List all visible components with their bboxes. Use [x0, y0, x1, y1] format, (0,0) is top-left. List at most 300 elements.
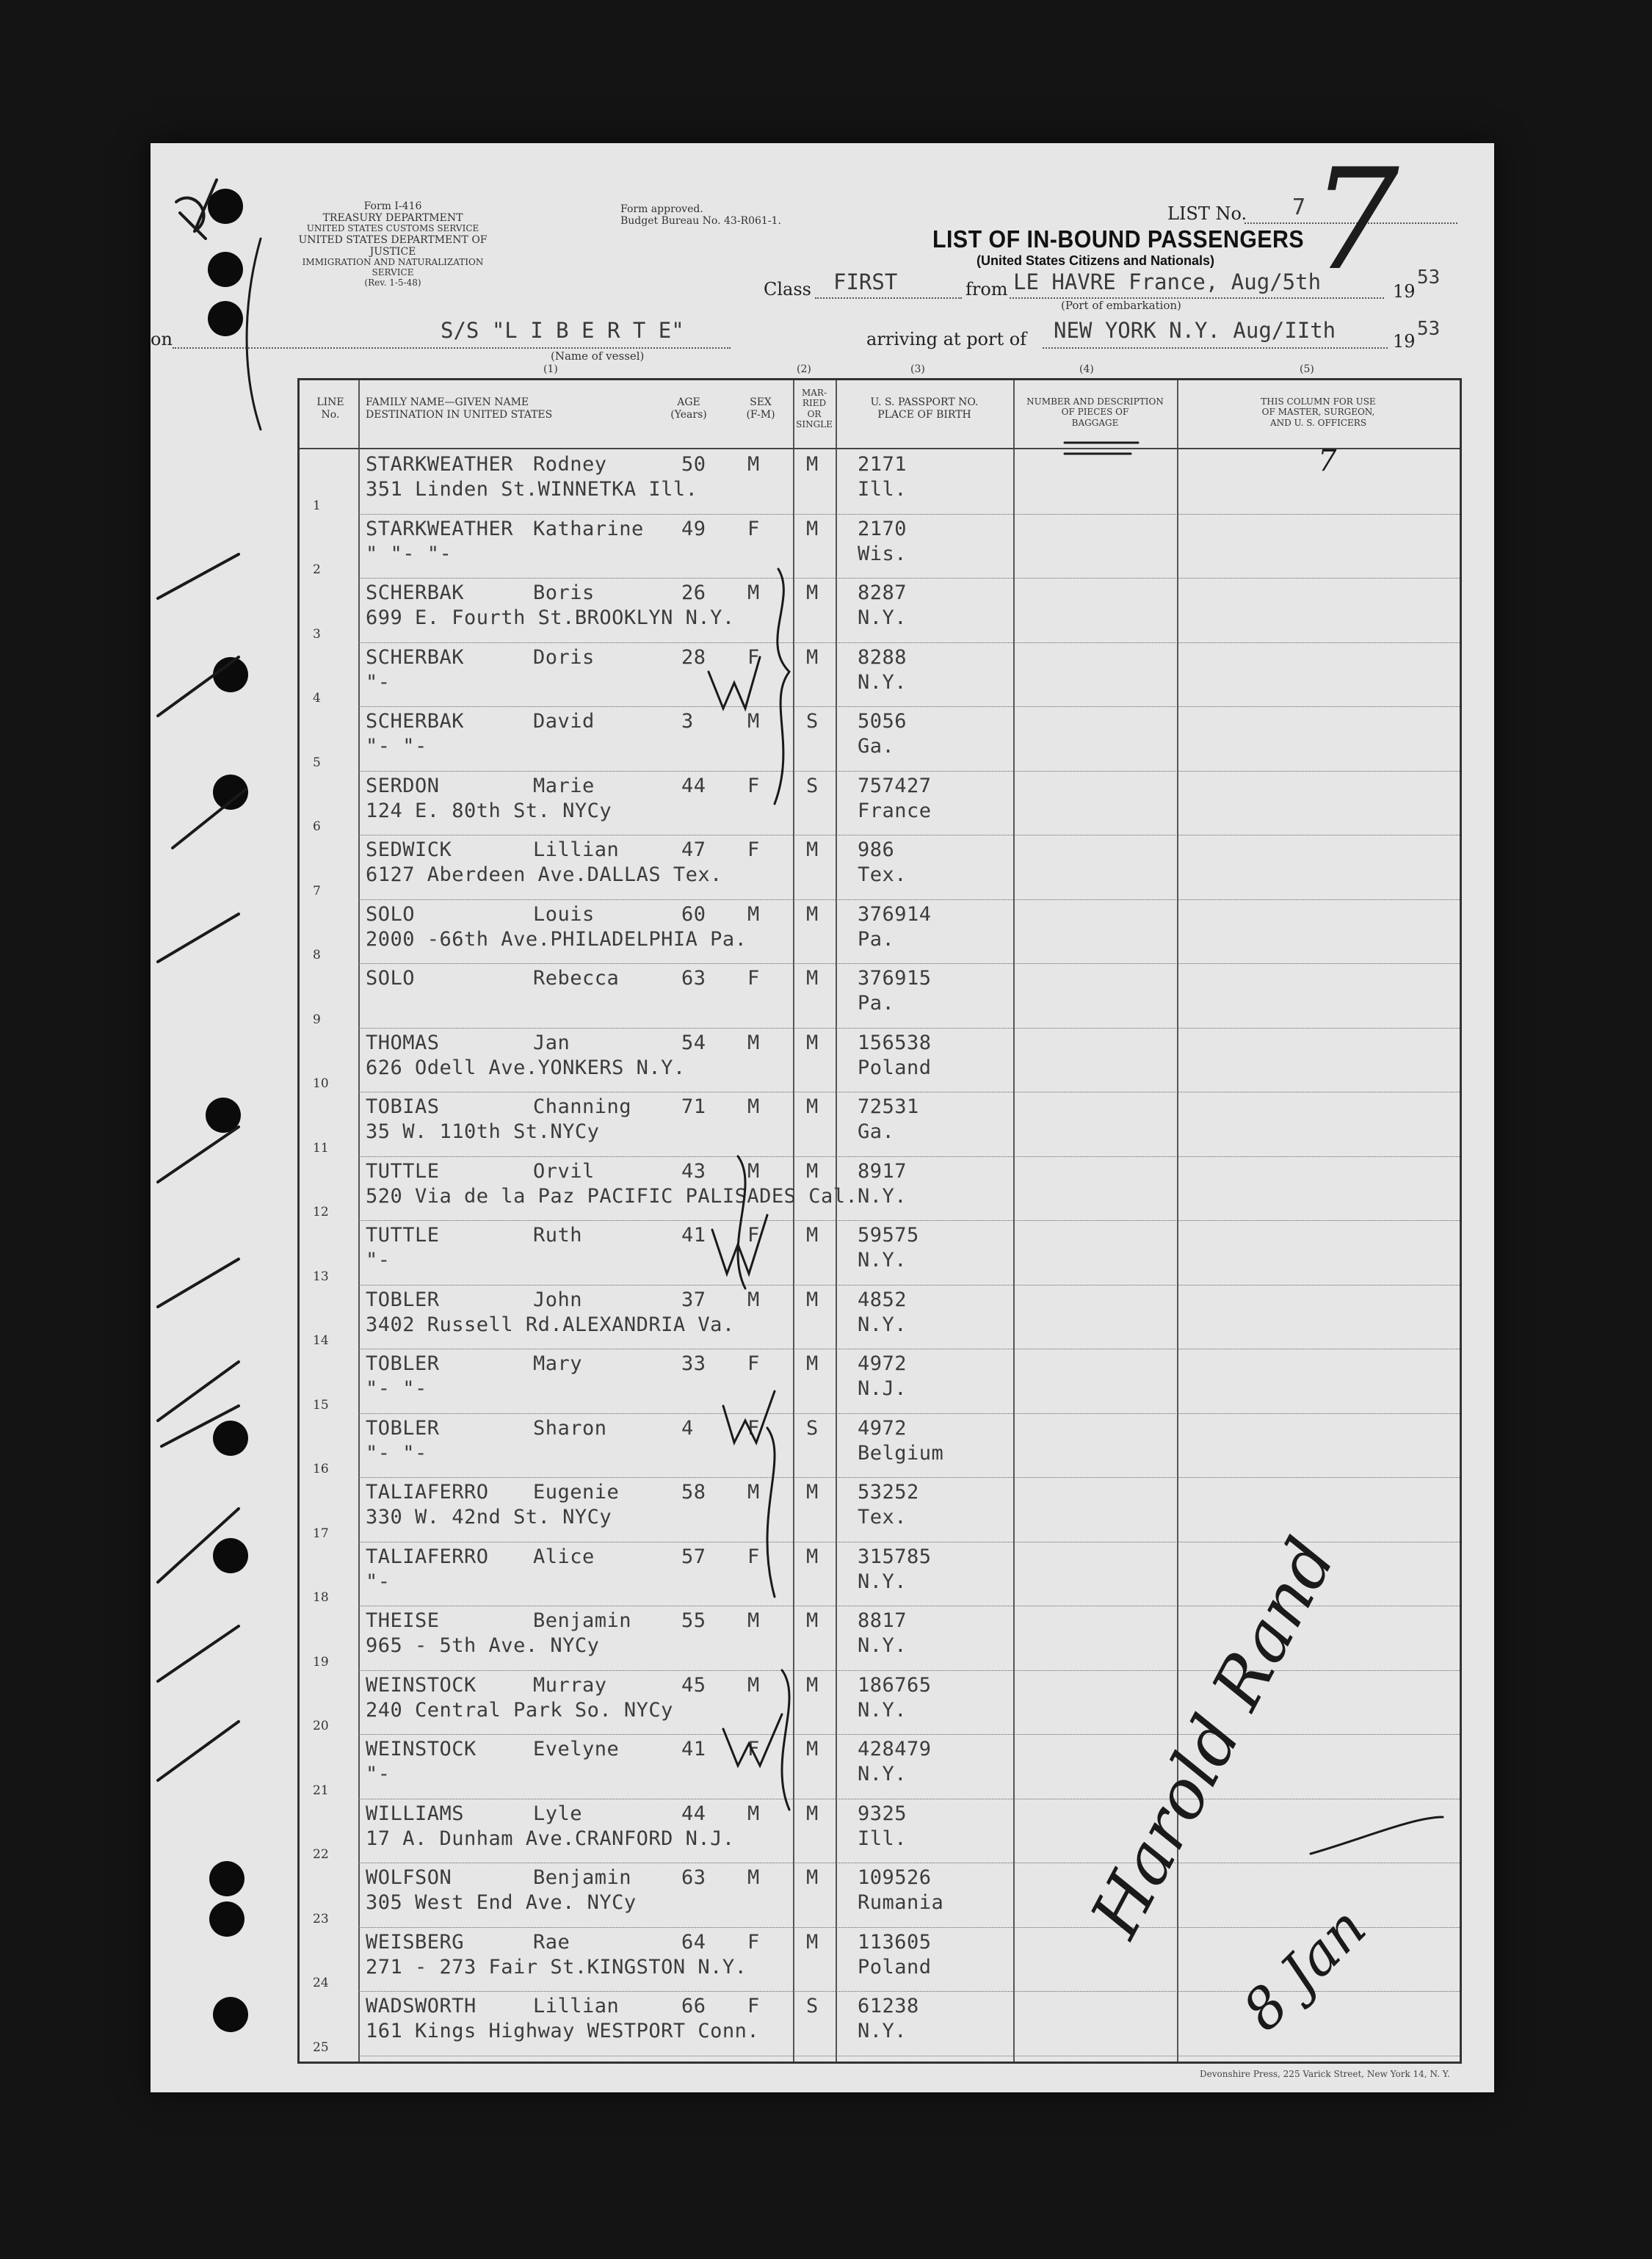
place-of-birth: N.Y. — [858, 606, 907, 629]
customs-service: UNITED STATES CUSTOMS SERVICE — [306, 223, 479, 234]
given-name: Lillian — [533, 1995, 620, 2017]
checkmark — [158, 1259, 239, 1307]
family-name: TOBLER — [366, 1416, 440, 1440]
place-of-birth: N.J. — [858, 1377, 907, 1400]
line-number: 10 — [313, 1076, 329, 1091]
list-no-typed: 7 — [1292, 195, 1306, 220]
marital-status: S — [806, 1416, 819, 1440]
age: 47 — [681, 838, 706, 861]
line-number: 11 — [313, 1140, 329, 1156]
table-row — [300, 1157, 1460, 1222]
age: 55 — [681, 1609, 706, 1632]
age: 44 — [681, 774, 706, 797]
place-of-birth: N.Y. — [858, 2020, 907, 2042]
marital-status: M — [806, 517, 819, 540]
header-separator — [300, 448, 1460, 449]
family-name: WEISBERG — [366, 1930, 465, 1954]
sex: F — [747, 1738, 760, 1761]
budget-line: Budget Bureau No. 43-R061-1. — [620, 215, 781, 228]
passport-number: 315785 — [858, 1545, 932, 1568]
punch-hole — [213, 657, 248, 692]
line-number: 17 — [313, 1526, 329, 1541]
destination: 6127 Aberdeen Ave.DALLAS Tex. — [366, 863, 722, 886]
punch-hole — [208, 189, 243, 224]
line-number: 5 — [313, 755, 321, 770]
age: 26 — [681, 581, 706, 604]
punch-hole — [208, 252, 243, 287]
from-label: from — [966, 279, 1008, 300]
sex: M — [747, 1031, 760, 1054]
age: 37 — [681, 1288, 706, 1311]
destination: 2000 -66th Ave.PHILADELPHIA Pa. — [366, 927, 747, 951]
place-of-birth: Ill. — [858, 1827, 907, 1850]
place-of-birth: Ga. — [858, 735, 895, 758]
marital-status: M — [806, 902, 819, 926]
line-number: 21 — [313, 1783, 329, 1798]
sex: M — [747, 1866, 760, 1889]
age: 49 — [681, 517, 706, 540]
table-row — [300, 1349, 1460, 1414]
header-sex: SEX (F-M) — [746, 396, 775, 421]
age: 33 — [681, 1352, 706, 1375]
given-name: John — [533, 1288, 583, 1311]
given-name: Evelyne — [533, 1738, 620, 1761]
arrival-line — [1043, 347, 1388, 349]
marital-status: M — [806, 967, 819, 990]
sex: M — [747, 710, 760, 733]
age: 57 — [681, 1545, 706, 1568]
sex: M — [747, 1802, 760, 1825]
table-row — [300, 1799, 1460, 1864]
place-of-birth: Rumania — [858, 1891, 944, 1914]
vessel-line — [173, 347, 731, 349]
marital-status: M — [806, 1673, 819, 1697]
checkmark — [158, 914, 239, 962]
marital-status: M — [806, 1288, 819, 1311]
sex: M — [747, 1159, 760, 1183]
destination: 520 Via de la Paz PACIFIC PALISADES Cal. — [366, 1184, 858, 1208]
place-of-birth: Wis. — [858, 542, 907, 565]
family-name: SEDWICK — [366, 838, 452, 861]
sex: F — [747, 838, 760, 861]
sex: F — [747, 1416, 760, 1440]
given-name: Orvil — [533, 1159, 595, 1183]
age: 58 — [681, 1481, 706, 1504]
family-name: SOLO — [366, 967, 416, 990]
place-of-birth: N.Y. — [858, 1698, 907, 1722]
sex: M — [747, 1095, 760, 1118]
passport-number: 59575 — [858, 1224, 919, 1247]
sex: M — [747, 1609, 760, 1632]
sex: F — [747, 517, 760, 540]
revision: (Rev. 1-5-48) — [364, 277, 421, 288]
header-line-no: LINE No. — [316, 396, 344, 421]
checkmark — [158, 1722, 239, 1780]
sex: F — [747, 1930, 760, 1954]
family-name: WILLIAMS — [366, 1802, 465, 1825]
marital-status: M — [806, 1224, 819, 1247]
place-of-birth: N.Y. — [858, 1763, 907, 1785]
age: 3 — [681, 710, 694, 733]
line-number: 19 — [313, 1654, 329, 1669]
sex: M — [747, 902, 760, 926]
given-name: Katharine — [533, 517, 644, 540]
age: 41 — [681, 1224, 706, 1247]
line-number: 4 — [313, 691, 321, 706]
marital-status: M — [806, 1481, 819, 1504]
year-1: 53 — [1417, 266, 1441, 289]
marital-status: S — [806, 710, 819, 733]
line-number: 13 — [313, 1269, 329, 1284]
family-name: SOLO — [366, 902, 416, 926]
sex: F — [747, 645, 760, 669]
given-name: Lillian — [533, 838, 620, 861]
vessel-caption: (Name of vessel) — [551, 349, 645, 363]
family-name: TALIAFERRO — [366, 1545, 489, 1568]
table-row — [300, 1286, 1460, 1350]
given-name: Louis — [533, 902, 595, 926]
destination: "- — [366, 670, 391, 694]
line-number: 20 — [313, 1719, 329, 1733]
marital-status: M — [806, 1866, 819, 1889]
given-name: Eugenie — [533, 1481, 620, 1504]
age: 66 — [681, 1995, 706, 2017]
sex: F — [747, 1224, 760, 1247]
place-of-birth: N.Y. — [858, 1249, 907, 1272]
form-number: Form I-416 — [363, 200, 422, 212]
checkmark — [158, 554, 239, 598]
year-prefix-2: 19 — [1393, 331, 1416, 352]
given-name: Alice — [533, 1545, 595, 1568]
family-name: SCHERBAK — [366, 581, 465, 604]
age: 4 — [681, 1416, 694, 1440]
marital-status: M — [806, 1545, 819, 1568]
destination: 35 W. 110th St.NYCy — [366, 1120, 600, 1143]
list-no-handwritten: 7 — [1311, 139, 1399, 301]
destination: 305 West End Ave. NYCy — [366, 1891, 637, 1914]
sex: F — [747, 1545, 760, 1568]
line-number: 9 — [313, 1012, 321, 1027]
table-row — [300, 643, 1460, 708]
age: 63 — [681, 1866, 706, 1889]
line-number: 3 — [313, 626, 321, 642]
given-name: Rebecca — [533, 967, 620, 990]
col-num-2: (2) — [797, 363, 811, 375]
sex: M — [747, 1288, 760, 1311]
sex: M — [747, 453, 760, 476]
class-label: Class — [764, 279, 811, 300]
family-name: WOLFSON — [366, 1866, 452, 1889]
punch-hole — [213, 1538, 248, 1573]
punch-hole — [206, 1098, 241, 1133]
family-name: THOMAS — [366, 1031, 440, 1054]
given-name: Marie — [533, 774, 595, 797]
line-number: 18 — [313, 1590, 329, 1605]
printer-footer: Devonshire Press, 225 Varick Street, New York 14, N. Y. — [1199, 2069, 1450, 2079]
passport-number: 113605 — [858, 1930, 932, 1954]
destination: 626 Odell Ave.YONKERS N.Y. — [366, 1056, 686, 1079]
passenger-table — [297, 378, 1462, 2064]
list-no-label: LIST No. — [1167, 203, 1247, 224]
destination: 3402 Russell Rd.ALEXANDRIA Va. — [366, 1313, 735, 1336]
destination: "- "- — [366, 1441, 427, 1465]
passport-number: 8287 — [858, 581, 907, 604]
passport-number: 2171 — [858, 453, 907, 476]
marital-status: S — [806, 774, 819, 797]
passport-number: 61238 — [858, 1995, 919, 2017]
header-age: AGE (Years) — [670, 396, 707, 421]
page-title: LIST OF IN-BOUND PASSENGERS — [932, 225, 1305, 253]
destination: "- — [366, 1763, 391, 1785]
punch-hole — [213, 775, 248, 810]
marital-status: M — [806, 838, 819, 861]
destination: "- — [366, 1249, 391, 1272]
age: 54 — [681, 1031, 706, 1054]
header-officers: THIS COLUMN FOR USE OF MASTER, SURGEON, AND U. S. OFFICERS — [1261, 396, 1376, 428]
table-row — [300, 515, 1460, 579]
passport-number: 72531 — [858, 1095, 919, 1118]
destination: 124 E. 80th St. NYCy — [366, 799, 612, 822]
family-name: STARKWEATHER — [366, 453, 514, 476]
place-of-birth: N.Y. — [858, 1313, 907, 1336]
header-name: FAMILY NAME—GIVEN NAME DESTINATION IN UNITED STATES — [366, 396, 553, 421]
passport-number: 8917 — [858, 1159, 907, 1183]
destination: "- — [366, 1570, 391, 1593]
marital-status: M — [806, 1352, 819, 1375]
passport-number: 4852 — [858, 1288, 907, 1311]
destination: "- "- — [366, 735, 427, 758]
given-name: Mary — [533, 1352, 583, 1375]
sex: F — [747, 1995, 760, 2017]
marital-status: M — [806, 1930, 819, 1954]
passport-number: 8288 — [858, 645, 907, 669]
place-of-birth: Belgium — [858, 1441, 944, 1465]
destination: 965 - 5th Ave. NYCy — [366, 1634, 600, 1657]
punch-hole — [209, 1861, 244, 1896]
sex: M — [747, 1481, 760, 1504]
approval-line: Form approved. — [620, 203, 703, 215]
family-name: TUTTLE — [366, 1159, 440, 1183]
table-row — [300, 964, 1460, 1029]
col-num-5: (5) — [1300, 363, 1314, 375]
destination: 351 Linden St.WINNETKA Ill. — [366, 478, 698, 501]
sex: M — [747, 581, 760, 604]
header-married: MAR- RIED OR SINGLE — [796, 388, 833, 430]
family-name: TOBLER — [366, 1288, 440, 1311]
destination: 161 Kings Highway WESTPORT Conn. — [366, 2020, 760, 2042]
table-row — [300, 1735, 1460, 1799]
marital-status: M — [806, 1095, 819, 1118]
passport-number: 9325 — [858, 1802, 907, 1825]
agency-header — [290, 200, 496, 289]
manifest-page — [151, 139, 1494, 2092]
marital-status: M — [806, 645, 819, 669]
table-row — [300, 450, 1460, 515]
col-num-1: (1) — [543, 363, 558, 375]
table-row — [300, 835, 1460, 900]
family-name: SCHERBAK — [366, 710, 465, 733]
sex: F — [747, 1352, 760, 1375]
age: 71 — [681, 1095, 706, 1118]
place-of-birth: N.Y. — [858, 670, 907, 694]
family-name: TOBIAS — [366, 1095, 440, 1118]
line-number: 14 — [313, 1333, 329, 1348]
vessel-name: S/S "L I B E R T E" — [441, 318, 684, 343]
checkmark — [158, 1127, 239, 1182]
marital-status: M — [806, 1802, 819, 1825]
table-row — [300, 579, 1460, 643]
line-number: 24 — [313, 1976, 329, 1990]
family-name: SCHERBAK — [366, 645, 465, 669]
given-name: Murray — [533, 1673, 607, 1697]
arrival-port: NEW YORK N.Y. Aug/IIth — [1054, 318, 1336, 343]
given-name: Channing — [533, 1095, 632, 1118]
age: 28 — [681, 645, 706, 669]
passport-number: 8817 — [858, 1609, 907, 1632]
passport-number: 376914 — [858, 902, 932, 926]
family-name: TALIAFERRO — [366, 1481, 489, 1504]
given-name: Lyle — [533, 1802, 583, 1825]
table-row — [300, 1092, 1460, 1157]
marital-status: M — [806, 1031, 819, 1054]
passport-number: 428479 — [858, 1738, 932, 1761]
given-name: Benjamin — [533, 1866, 632, 1889]
officer-mark: 7 — [1318, 444, 1337, 478]
year-prefix-1: 19 — [1393, 281, 1416, 302]
age: 44 — [681, 1802, 706, 1825]
passport-number: 376915 — [858, 967, 932, 990]
checkmark — [158, 1626, 239, 1681]
line-number: 1 — [313, 498, 321, 513]
table-row — [300, 707, 1460, 772]
given-name: Benjamin — [533, 1609, 632, 1632]
signature-name: Harold Rand — [1076, 1526, 1351, 1950]
age: 41 — [681, 1738, 706, 1761]
place-of-birth: France — [858, 799, 932, 822]
embark-caption: (Port of embarkation) — [1061, 299, 1181, 312]
table-row — [300, 1863, 1460, 1928]
col-num-4: (4) — [1079, 363, 1094, 375]
place-of-birth: Ga. — [858, 1120, 895, 1143]
justice-dept: UNITED STATES DEPARTMENT OF JUSTICE — [298, 233, 488, 258]
page-subtitle: (United States Citizens and Nationals) — [977, 253, 1215, 268]
line-number: 7 — [313, 883, 321, 899]
passport-number: 53252 — [858, 1481, 919, 1504]
family-name: SERDON — [366, 774, 440, 797]
place-of-birth: Tex. — [858, 1506, 907, 1529]
destination: 699 E. Fourth St.BROOKLYN N.Y. — [366, 606, 735, 629]
table-row — [300, 1029, 1460, 1093]
line-number: 22 — [313, 1847, 329, 1862]
passport-number: 4972 — [858, 1416, 907, 1440]
on-label: on — [151, 329, 173, 349]
sex: M — [747, 1673, 760, 1697]
col-num-3: (3) — [910, 363, 925, 375]
header-passport: U. S. PASSPORT NO. PLACE OF BIRTH — [870, 396, 979, 421]
age: 60 — [681, 902, 706, 926]
family-name: THEISE — [366, 1609, 440, 1632]
treasury-dept: TREASURY DEPARTMENT — [322, 212, 463, 225]
family-name: TUTTLE — [366, 1224, 440, 1247]
punch-hole — [209, 1901, 244, 1937]
line-number: 12 — [313, 1205, 329, 1219]
signature-date: 8 Jan — [1230, 1894, 1379, 2043]
line-number: 25 — [313, 2039, 329, 2055]
given-name: Sharon — [533, 1416, 607, 1440]
destination: 271 - 273 Fair St.KINGSTON N.Y. — [366, 1955, 747, 1979]
marital-status: M — [806, 1738, 819, 1761]
given-name: David — [533, 710, 595, 733]
given-name: Ruth — [533, 1224, 583, 1247]
given-name: Jan — [533, 1031, 570, 1054]
given-name: Rodney — [533, 453, 607, 476]
ins-service: IMMIGRATION AND NATURALIZATION SERVICE — [302, 257, 484, 278]
place-of-birth: N.Y. — [858, 1634, 907, 1657]
passport-number: 986 — [858, 838, 895, 861]
punch-hole — [213, 1421, 248, 1456]
passport-number: 109526 — [858, 1866, 932, 1889]
table-row — [300, 900, 1460, 965]
class-line — [815, 297, 962, 299]
place-of-birth: Poland — [858, 1955, 932, 1979]
family-name: TOBLER — [366, 1352, 440, 1375]
age: 45 — [681, 1673, 706, 1697]
age: 50 — [681, 453, 706, 476]
sex: F — [747, 967, 760, 990]
class-value: FIRST — [833, 269, 898, 294]
place-of-birth: Ill. — [858, 478, 907, 501]
header-baggage: NUMBER AND DESCRIPTION OF PIECES OF BAGGAGE — [1026, 396, 1164, 428]
line-number: 6 — [313, 819, 321, 834]
destination: " "- "- — [366, 542, 452, 565]
family-name: WEINSTOCK — [366, 1673, 477, 1697]
destination: "- "- — [366, 1377, 427, 1400]
destination: 17 A. Dunham Ave.CRANFORD N.J. — [366, 1827, 735, 1850]
margin-stroke — [247, 239, 261, 429]
marital-status: S — [806, 1995, 819, 2017]
arriving-label: arriving at port of — [866, 329, 1027, 349]
year-2: 53 — [1417, 318, 1441, 340]
given-name: Boris — [533, 581, 595, 604]
family-name: STARKWEATHER — [366, 517, 514, 540]
passport-number: 2170 — [858, 517, 907, 540]
given-name: Doris — [533, 645, 595, 669]
marital-status: M — [806, 453, 819, 476]
age: 64 — [681, 1930, 706, 1954]
sex: F — [747, 774, 760, 797]
punch-hole — [208, 301, 243, 336]
given-name: Rae — [533, 1930, 570, 1954]
family-name: WEINSTOCK — [366, 1738, 477, 1761]
line-number: 16 — [313, 1462, 329, 1476]
age: 63 — [681, 967, 706, 990]
passport-number: 186765 — [858, 1673, 932, 1697]
line-number: 2 — [313, 562, 321, 577]
place-of-birth: Pa. — [858, 927, 895, 951]
marital-status: M — [806, 581, 819, 604]
line-number: 15 — [313, 1397, 329, 1413]
age: 43 — [681, 1159, 706, 1183]
punch-hole — [213, 1997, 248, 2032]
embarkation-port: LE HAVRE France, Aug/5th — [1013, 269, 1322, 294]
destination: 330 W. 42nd St. NYCy — [366, 1506, 612, 1529]
place-of-birth: Tex. — [858, 863, 907, 886]
passport-number: 4972 — [858, 1352, 907, 1375]
passport-number: 757427 — [858, 774, 932, 797]
place-of-birth: Poland — [858, 1056, 932, 1079]
table-row — [300, 772, 1460, 836]
family-name: WADSWORTH — [366, 1995, 477, 2017]
